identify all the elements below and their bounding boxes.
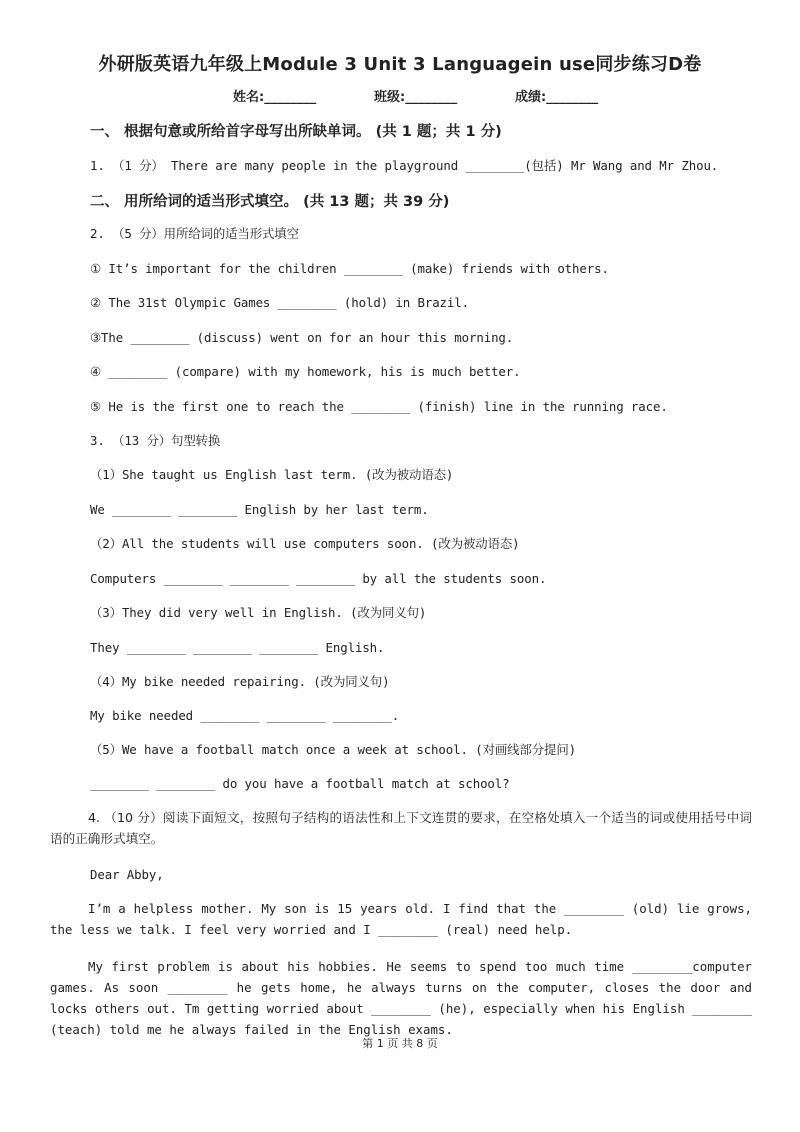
question-3-prompt: （1）She taught us English last term. (改为被动语态): [90, 467, 454, 482]
question-1: 1. （1 分） There are many people in the playground ________(包括) Mr Wang and Mr Zhou.: [90, 158, 719, 173]
question-2-item: ② The 31st Olympic Games ________ (hold) in Brazil.: [90, 295, 469, 310]
question-2-item: ③The ________ (discuss) went on for an hour this morning.: [90, 330, 514, 345]
class-field-label: 班级:________: [374, 90, 458, 105]
question-3-prompt: （2）All the students will use computers soon. (改为被动语态): [90, 536, 520, 551]
name-field-label: 姓名:________: [233, 90, 317, 105]
question-3-answer-line: ________ ________ do you have a football match at school?: [90, 776, 510, 791]
section-1-heading: 一、 根据句意或所给首字母写出所缺单词。 (共 1 题；共 1 分): [90, 124, 502, 140]
question-2-item: ⑤ He is the first one to reach the ________ (finish) line in the running race.: [90, 399, 668, 414]
page-title: 外研版英语九年级上Module 3 Unit 3 Languagein use同步练习D卷: [98, 54, 702, 75]
question-3-prompt: （4）My bike needed repairing. (改为同义句): [90, 674, 390, 689]
question-3-answer-line: They ________ ________ ________ English.: [90, 640, 385, 655]
question-3-prompt: （5）We have a football match once a week at school. (对画线部分提问): [90, 742, 576, 757]
question-3-answer-line: Computers ________ ________ ________ by all the students soon.: [90, 571, 547, 586]
question-4-stem: 4. （10 分）阅读下面短文，按照句子结构的语法性和上下文连贯的要求，在空格处填入一个适当的词或使用括号中词语的正确形式填空。: [50, 810, 752, 846]
question-2-item: ① It’s important for the children ________ (make) friends with others.: [90, 261, 609, 276]
question-3-answer-line: My bike needed ________ ________ ________.: [90, 708, 400, 723]
question-3-answer-line: We ________ ________ English by her last term.: [90, 502, 429, 517]
question-3-prompt: （3）They did very well in English. (改为同义句): [90, 605, 427, 620]
letter-paragraph: My first problem is about his hobbies. He seems to spend too much time ________computer games. As soon ________ he gets home, he always turns on the computer, closes the door and locks others out. Tm getting worried about ________ (he), especially when his English ________ (teach) told me he always failed in the English exams.: [50, 959, 752, 1037]
question-2-stem: 2. （5 分）用所给词的适当形式填空: [90, 226, 299, 241]
question-2-item: ④ ________ (compare) with my homework, his is much better.: [90, 364, 521, 379]
section-2-heading: 二、 用所给词的适当形式填空。 (共 13 题；共 39 分): [90, 194, 450, 210]
letter-paragraph: I’m a helpless mother. My son is 15 years old. I find that the ________ (old) lie grows, the less we talk. I feel very worried and I ________ (real) need help.: [50, 901, 752, 937]
score-field-label: 成绩:________: [515, 90, 599, 105]
page-number: 第 1 页 共 8 页: [362, 1037, 438, 1050]
letter-greeting: Dear Abby,: [90, 867, 164, 882]
question-3-stem: 3. （13 分）句型转换: [90, 433, 221, 448]
